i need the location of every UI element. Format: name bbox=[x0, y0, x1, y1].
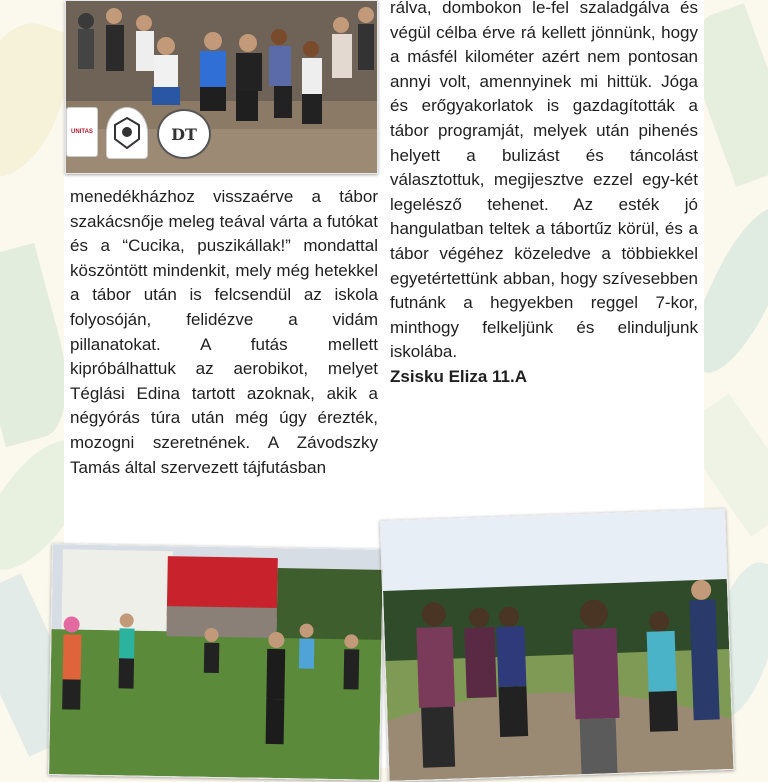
dt-logo: DT bbox=[157, 109, 211, 159]
aerobics-illustration bbox=[49, 544, 383, 780]
yoga-illustration bbox=[381, 509, 734, 781]
yoga-photo bbox=[380, 508, 735, 782]
crest-icon bbox=[112, 115, 142, 151]
aerobics-photo bbox=[48, 543, 384, 781]
unitas-logo: UNITAS bbox=[66, 107, 98, 157]
author-signature: Zsisku Eliza 11.A bbox=[390, 366, 528, 386]
article-right-paragraph: rálva, dombokon le-fel szaladgálva és végül célba érve rá kellett jönnünk, hogy a másfél kilométer azért nem pontosan annyi volt, amennyinek mi hittük. Jóga és erőgyakorlatok is gazdagították a tábor programját, melyek után pihenés helyett a bulizást és táncolást választottuk, megijesztve ezzel egy-két legelésző tehenet. Az esték jó hangulatban teltek a tábortűz körül, és a tábor végéhez közeledve a többiekkel egyetértettünk abban, hogy szívesebben futnánk a hegyekben reggel 7-kor, minthogy felkeljünk és elinduljunk iskolába. bbox=[390, 0, 698, 362]
school-crest-logo bbox=[106, 107, 148, 159]
article-left-paragraph: menedékházhoz visszaérve a tábor szakácsnője meleg teával várta a futókat és a “Cucika, puszikállak!” mondattal köszöntött mindenkit, mely még hetekkel a tábor után is felcsendül az iskola folyosóján, felidézve a vidám pillanatokat. A futás mellett kipróbálhattuk az aerobikot, melyet Téglási Edina tartott azoknak, akik a négyórás túra után még úgy érezték, mozogni szeretnének. A Závodszky Tamás által szervezett tájfutásban bbox=[70, 187, 378, 477]
article-left-column bbox=[70, 185, 378, 480]
article-right-column bbox=[390, 0, 698, 390]
